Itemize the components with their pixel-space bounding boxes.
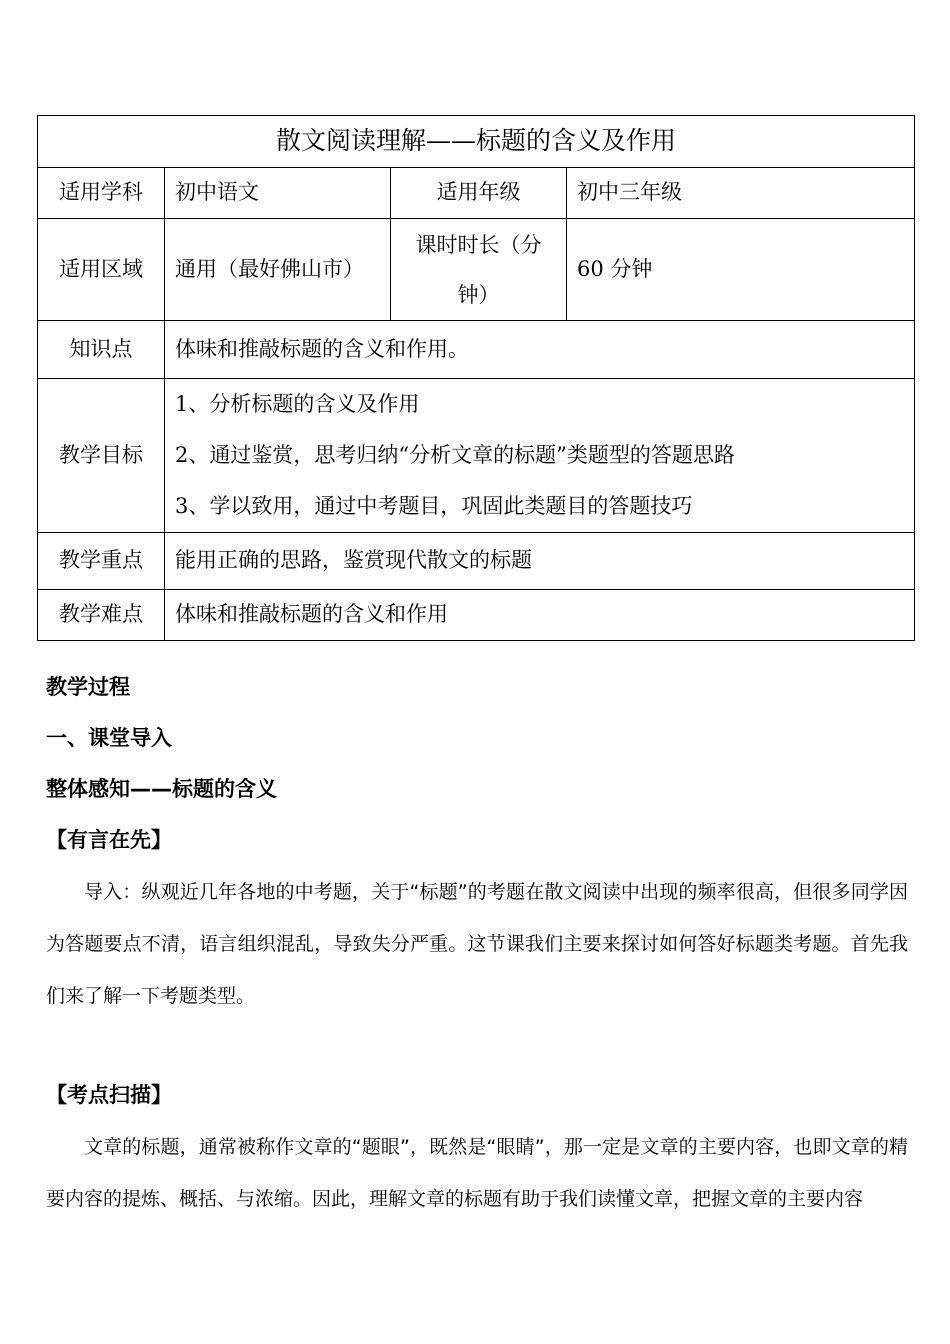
region-value: 通用（最好佛山市） (165, 219, 391, 321)
intro-heading: 【有言在先】 (46, 828, 172, 852)
region-label: 适用区域 (38, 219, 165, 321)
overall-heading: 整体感知——标题的含义 (46, 777, 277, 801)
knowledge-value: 体味和推敲标题的含义和作用。 (165, 321, 915, 379)
table-row (38, 168, 915, 219)
table-row (38, 533, 915, 590)
table-title-row (38, 116, 915, 168)
goals-list (165, 379, 915, 533)
goals-label: 教学目标 (38, 379, 165, 533)
goal-item: 1、分析标题的含义及作用 (175, 392, 420, 416)
key-point-value: 能用正确的思路，鉴赏现代散文的标题 (165, 533, 915, 590)
scan-paragraph: 文章的标题，通常被称作文章的“题眼”，既然是“眼睛”，那一定是文章的主要内容，也即文章的精要内容的提炼、概括、与浓缩。因此，理解文章的标题有助于我们读懂文章，把握文章的主要内容 (46, 1136, 908, 1210)
process-heading: 教学过程 (46, 675, 130, 699)
knowledge-label: 知识点 (38, 321, 165, 379)
subject-label: 适用学科 (38, 168, 165, 219)
duration-value: 60 分钟 (567, 219, 915, 321)
lesson-info-table (37, 115, 915, 641)
table-row (38, 590, 915, 641)
intro-paragraph: 导入：纵观近几年各地的中考题，关于“标题”的考题在散文阅读中出现的频率很高，但很多同学因为答题要点不清，语言组织混乱，导致失分严重。这节课我们主要来探讨如何答好标题类考题。首先我们来了解一下考题类型。 (46, 881, 908, 1007)
key-point-label: 教学重点 (38, 533, 165, 590)
grade-value: 初中三年级 (567, 168, 915, 219)
difficulty-value: 体味和推敲标题的含义和作用 (165, 590, 915, 641)
duration-label: 课时时长（分钟） (391, 219, 567, 321)
goal-item: 3、学以致用，通过中考题目，巩固此类题目的答题技巧 (175, 494, 693, 518)
difficulty-label: 教学难点 (38, 590, 165, 641)
table-row (38, 379, 915, 533)
table-row (38, 321, 915, 379)
grade-label: 适用年级 (391, 168, 567, 219)
scan-heading: 【考点扫描】 (46, 1083, 172, 1107)
section-heading: 一、课堂导入 (46, 726, 172, 750)
table-row (38, 219, 915, 321)
lesson-title: 散文阅读理解——标题的含义及作用 (38, 116, 915, 168)
subject-value: 初中语文 (165, 168, 391, 219)
goal-item: 2、通过鉴赏，思考归纳“分析文章的标题”类题型的答题思路 (175, 443, 735, 467)
